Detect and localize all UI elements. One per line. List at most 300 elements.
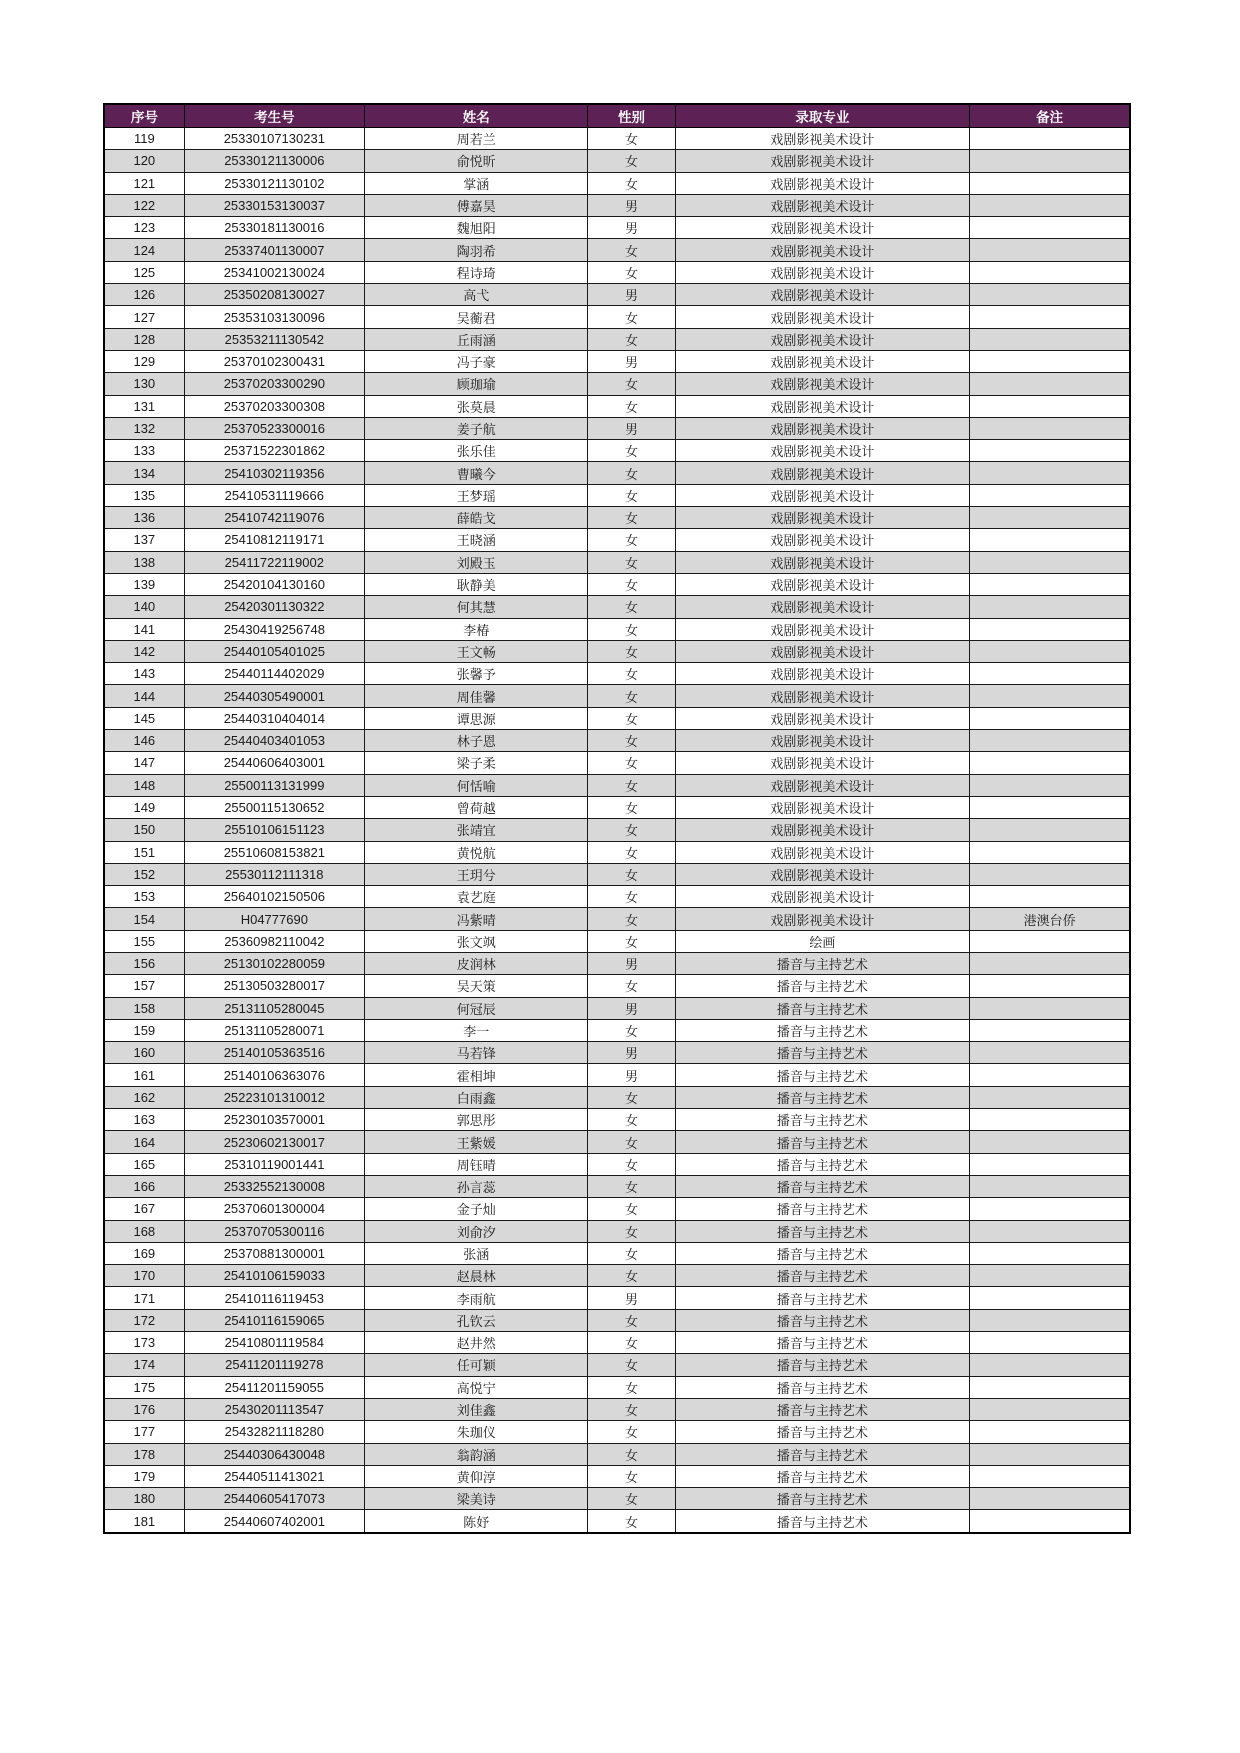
cell-seq: 145 bbox=[104, 707, 184, 729]
cell-name: 皮润林 bbox=[365, 952, 588, 974]
cell-candidate-no: 25440306430048 bbox=[184, 1443, 364, 1465]
cell-major: 戏剧影视美术设计 bbox=[675, 796, 970, 818]
header-candidate-no: 考生号 bbox=[184, 104, 364, 128]
cell-major: 播音与主持艺术 bbox=[675, 1510, 970, 1533]
table-row bbox=[104, 1019, 1130, 1041]
cell-major: 播音与主持艺术 bbox=[675, 1354, 970, 1376]
table-row bbox=[104, 997, 1130, 1019]
cell-name: 郭思彤 bbox=[365, 1109, 588, 1131]
cell-gender: 女 bbox=[588, 1242, 675, 1264]
table-row bbox=[104, 239, 1130, 261]
cell-candidate-no: 25410801119584 bbox=[184, 1332, 364, 1354]
cell-seq: 181 bbox=[104, 1510, 184, 1533]
cell-name: 张馨予 bbox=[365, 663, 588, 685]
cell-seq: 137 bbox=[104, 529, 184, 551]
cell-name: 赵晨林 bbox=[365, 1265, 588, 1287]
cell-major: 戏剧影视美术设计 bbox=[675, 239, 970, 261]
cell-note bbox=[970, 819, 1130, 841]
cell-major: 戏剧影视美术设计 bbox=[675, 618, 970, 640]
cell-note bbox=[970, 1153, 1130, 1175]
cell-seq: 156 bbox=[104, 952, 184, 974]
cell-candidate-no: 25230103570001 bbox=[184, 1109, 364, 1131]
cell-seq: 147 bbox=[104, 752, 184, 774]
cell-gender: 女 bbox=[588, 1086, 675, 1108]
cell-note bbox=[970, 551, 1130, 573]
cell-candidate-no: 25530112111318 bbox=[184, 863, 364, 885]
cell-major: 戏剧影视美术设计 bbox=[675, 551, 970, 573]
cell-name: 顾珈瑜 bbox=[365, 373, 588, 395]
cell-major: 戏剧影视美术设计 bbox=[675, 573, 970, 595]
cell-seq: 149 bbox=[104, 796, 184, 818]
table-row bbox=[104, 618, 1130, 640]
cell-gender: 男 bbox=[588, 350, 675, 372]
cell-candidate-no: 25440606403001 bbox=[184, 752, 364, 774]
table-row bbox=[104, 685, 1130, 707]
table-row bbox=[104, 440, 1130, 462]
cell-seq: 133 bbox=[104, 440, 184, 462]
cell-gender: 女 bbox=[588, 261, 675, 283]
cell-name: 陈妤 bbox=[365, 1510, 588, 1533]
table-row bbox=[104, 150, 1130, 172]
cell-name: 王紫媛 bbox=[365, 1131, 588, 1153]
cell-candidate-no: 25411722119002 bbox=[184, 551, 364, 573]
cell-note bbox=[970, 997, 1130, 1019]
cell-gender: 女 bbox=[588, 1175, 675, 1197]
cell-major: 戏剧影视美术设计 bbox=[675, 685, 970, 707]
cell-name: 高弋 bbox=[365, 284, 588, 306]
cell-note bbox=[970, 1510, 1130, 1533]
table-row bbox=[104, 1465, 1130, 1487]
cell-note bbox=[970, 128, 1130, 150]
cell-note bbox=[970, 507, 1130, 529]
cell-gender: 女 bbox=[588, 1332, 675, 1354]
table-body bbox=[104, 128, 1130, 1533]
cell-seq: 129 bbox=[104, 350, 184, 372]
cell-gender: 女 bbox=[588, 484, 675, 506]
table-row bbox=[104, 194, 1130, 216]
cell-candidate-no: 25510106151123 bbox=[184, 819, 364, 841]
admission-list-sheet bbox=[103, 103, 1131, 1534]
cell-gender: 女 bbox=[588, 1443, 675, 1465]
cell-name: 张文飒 bbox=[365, 930, 588, 952]
cell-candidate-no: 25410116159065 bbox=[184, 1309, 364, 1331]
cell-major: 播音与主持艺术 bbox=[675, 1131, 970, 1153]
cell-gender: 女 bbox=[588, 150, 675, 172]
table-row bbox=[104, 1354, 1130, 1376]
cell-candidate-no: 25370881300001 bbox=[184, 1242, 364, 1264]
table-row bbox=[104, 306, 1130, 328]
cell-seq: 163 bbox=[104, 1109, 184, 1131]
cell-candidate-no: 25130503280017 bbox=[184, 975, 364, 997]
cell-gender: 女 bbox=[588, 1398, 675, 1420]
cell-seq: 143 bbox=[104, 663, 184, 685]
cell-major: 戏剧影视美术设计 bbox=[675, 484, 970, 506]
cell-candidate-no: 25370203300290 bbox=[184, 373, 364, 395]
table-row bbox=[104, 640, 1130, 662]
table-row bbox=[104, 1488, 1130, 1510]
cell-candidate-no: 25140106363076 bbox=[184, 1064, 364, 1086]
cell-gender: 女 bbox=[588, 551, 675, 573]
cell-gender: 男 bbox=[588, 417, 675, 439]
cell-note bbox=[970, 1443, 1130, 1465]
cell-gender: 女 bbox=[588, 774, 675, 796]
cell-gender: 女 bbox=[588, 507, 675, 529]
cell-seq: 120 bbox=[104, 150, 184, 172]
cell-seq: 172 bbox=[104, 1309, 184, 1331]
cell-seq: 161 bbox=[104, 1064, 184, 1086]
table-row bbox=[104, 484, 1130, 506]
table-row bbox=[104, 1398, 1130, 1420]
cell-name: 曾荷越 bbox=[365, 796, 588, 818]
table-row bbox=[104, 596, 1130, 618]
cell-seq: 160 bbox=[104, 1042, 184, 1064]
cell-gender: 女 bbox=[588, 930, 675, 952]
cell-major: 戏剧影视美术设计 bbox=[675, 596, 970, 618]
table-row bbox=[104, 507, 1130, 529]
table-row bbox=[104, 1064, 1130, 1086]
cell-note bbox=[970, 1421, 1130, 1443]
cell-gender: 女 bbox=[588, 1465, 675, 1487]
table-row bbox=[104, 373, 1130, 395]
table-row bbox=[104, 328, 1130, 350]
cell-candidate-no: 25223101310012 bbox=[184, 1086, 364, 1108]
cell-major: 戏剧影视美术设计 bbox=[675, 819, 970, 841]
cell-major: 播音与主持艺术 bbox=[675, 1265, 970, 1287]
cell-note bbox=[970, 1242, 1130, 1264]
cell-gender: 女 bbox=[588, 819, 675, 841]
cell-major: 戏剧影视美术设计 bbox=[675, 328, 970, 350]
cell-candidate-no: 25140105363516 bbox=[184, 1042, 364, 1064]
cell-major: 戏剧影视美术设计 bbox=[675, 730, 970, 752]
cell-gender: 女 bbox=[588, 1488, 675, 1510]
cell-candidate-no: 25510608153821 bbox=[184, 841, 364, 863]
cell-gender: 女 bbox=[588, 596, 675, 618]
cell-name: 姜子航 bbox=[365, 417, 588, 439]
cell-candidate-no: 25371522301862 bbox=[184, 440, 364, 462]
cell-major: 播音与主持艺术 bbox=[675, 1042, 970, 1064]
table-row bbox=[104, 1332, 1130, 1354]
cell-seq: 153 bbox=[104, 886, 184, 908]
cell-note bbox=[970, 1465, 1130, 1487]
cell-gender: 女 bbox=[588, 707, 675, 729]
cell-note bbox=[970, 1354, 1130, 1376]
cell-seq: 159 bbox=[104, 1019, 184, 1041]
cell-major: 戏剧影视美术设计 bbox=[675, 507, 970, 529]
cell-name: 程诗琦 bbox=[365, 261, 588, 283]
cell-name: 李一 bbox=[365, 1019, 588, 1041]
cell-gender: 女 bbox=[588, 1265, 675, 1287]
cell-note bbox=[970, 239, 1130, 261]
cell-gender: 女 bbox=[588, 1376, 675, 1398]
cell-major: 播音与主持艺术 bbox=[675, 1421, 970, 1443]
cell-seq: 179 bbox=[104, 1465, 184, 1487]
cell-name: 何冠辰 bbox=[365, 997, 588, 1019]
cell-major: 播音与主持艺术 bbox=[675, 1175, 970, 1197]
cell-major: 戏剧影视美术设计 bbox=[675, 194, 970, 216]
cell-name: 王梦瑶 bbox=[365, 484, 588, 506]
cell-major: 播音与主持艺术 bbox=[675, 952, 970, 974]
cell-note bbox=[970, 1220, 1130, 1242]
cell-seq: 176 bbox=[104, 1398, 184, 1420]
cell-gender: 女 bbox=[588, 975, 675, 997]
cell-seq: 134 bbox=[104, 462, 184, 484]
table-row bbox=[104, 1242, 1130, 1264]
cell-note bbox=[970, 1109, 1130, 1131]
table-row bbox=[104, 284, 1130, 306]
cell-major: 播音与主持艺术 bbox=[675, 1109, 970, 1131]
cell-seq: 162 bbox=[104, 1086, 184, 1108]
cell-major: 戏剧影视美术设计 bbox=[675, 863, 970, 885]
cell-note bbox=[970, 618, 1130, 640]
cell-note bbox=[970, 172, 1130, 194]
cell-candidate-no: 25410812119171 bbox=[184, 529, 364, 551]
cell-candidate-no: 25310119001441 bbox=[184, 1153, 364, 1175]
cell-seq: 150 bbox=[104, 819, 184, 841]
cell-candidate-no: 25337401130007 bbox=[184, 239, 364, 261]
cell-name: 掌涵 bbox=[365, 172, 588, 194]
cell-note bbox=[970, 863, 1130, 885]
table-row bbox=[104, 886, 1130, 908]
table-row bbox=[104, 417, 1130, 439]
cell-seq: 124 bbox=[104, 239, 184, 261]
cell-candidate-no: 25230602130017 bbox=[184, 1131, 364, 1153]
cell-seq: 132 bbox=[104, 417, 184, 439]
table-row bbox=[104, 752, 1130, 774]
cell-gender: 女 bbox=[588, 908, 675, 930]
cell-seq: 170 bbox=[104, 1265, 184, 1287]
cell-major: 戏剧影视美术设计 bbox=[675, 440, 970, 462]
table-row bbox=[104, 1510, 1130, 1533]
cell-note bbox=[970, 730, 1130, 752]
cell-gender: 女 bbox=[588, 462, 675, 484]
cell-seq: 174 bbox=[104, 1354, 184, 1376]
cell-name: 陶羽希 bbox=[365, 239, 588, 261]
cell-note bbox=[970, 752, 1130, 774]
cell-note bbox=[970, 886, 1130, 908]
cell-candidate-no: 25432821118280 bbox=[184, 1421, 364, 1443]
cell-candidate-no: 25330121130102 bbox=[184, 172, 364, 194]
table-row bbox=[104, 707, 1130, 729]
cell-seq: 121 bbox=[104, 172, 184, 194]
cell-name: 张靖宜 bbox=[365, 819, 588, 841]
cell-candidate-no: 25353211130542 bbox=[184, 328, 364, 350]
cell-seq: 167 bbox=[104, 1198, 184, 1220]
table-row bbox=[104, 462, 1130, 484]
cell-gender: 女 bbox=[588, 1421, 675, 1443]
cell-name: 刘殿玉 bbox=[365, 551, 588, 573]
cell-note bbox=[970, 261, 1130, 283]
cell-note bbox=[970, 774, 1130, 796]
cell-note bbox=[970, 975, 1130, 997]
cell-seq: 144 bbox=[104, 685, 184, 707]
cell-gender: 女 bbox=[588, 685, 675, 707]
cell-candidate-no: 25131105280045 bbox=[184, 997, 364, 1019]
cell-major: 戏剧影视美术设计 bbox=[675, 529, 970, 551]
cell-note bbox=[970, 440, 1130, 462]
cell-note bbox=[970, 1019, 1130, 1041]
table-row bbox=[104, 1131, 1130, 1153]
cell-major: 戏剧影视美术设计 bbox=[675, 752, 970, 774]
cell-name: 任可颖 bbox=[365, 1354, 588, 1376]
cell-major: 播音与主持艺术 bbox=[675, 1064, 970, 1086]
cell-name: 王玥兮 bbox=[365, 863, 588, 885]
cell-gender: 女 bbox=[588, 172, 675, 194]
table-row bbox=[104, 529, 1130, 551]
cell-gender: 男 bbox=[588, 1287, 675, 1309]
table-row bbox=[104, 841, 1130, 863]
cell-candidate-no: 25440607402001 bbox=[184, 1510, 364, 1533]
cell-candidate-no: 25500113131999 bbox=[184, 774, 364, 796]
cell-name: 俞悦昕 bbox=[365, 150, 588, 172]
cell-gender: 女 bbox=[588, 1354, 675, 1376]
cell-name: 刘佳鑫 bbox=[365, 1398, 588, 1420]
cell-seq: 146 bbox=[104, 730, 184, 752]
cell-name: 白雨鑫 bbox=[365, 1086, 588, 1108]
cell-note bbox=[970, 1287, 1130, 1309]
cell-seq: 173 bbox=[104, 1332, 184, 1354]
table-row bbox=[104, 930, 1130, 952]
cell-candidate-no: 25440403401053 bbox=[184, 730, 364, 752]
cell-note bbox=[970, 1086, 1130, 1108]
cell-gender: 男 bbox=[588, 217, 675, 239]
cell-note bbox=[970, 1131, 1130, 1153]
cell-candidate-no: 25411201119278 bbox=[184, 1354, 364, 1376]
cell-gender: 男 bbox=[588, 997, 675, 1019]
cell-note bbox=[970, 1198, 1130, 1220]
cell-seq: 123 bbox=[104, 217, 184, 239]
cell-note bbox=[970, 685, 1130, 707]
cell-gender: 女 bbox=[588, 128, 675, 150]
cell-candidate-no: 25420104130160 bbox=[184, 573, 364, 595]
cell-seq: 154 bbox=[104, 908, 184, 930]
cell-note bbox=[970, 529, 1130, 551]
cell-major: 戏剧影视美术设计 bbox=[675, 217, 970, 239]
header-name: 姓名 bbox=[365, 104, 588, 128]
table-row bbox=[104, 774, 1130, 796]
table-row bbox=[104, 1265, 1130, 1287]
cell-major: 戏剧影视美术设计 bbox=[675, 150, 970, 172]
cell-gender: 男 bbox=[588, 952, 675, 974]
cell-seq: 157 bbox=[104, 975, 184, 997]
cell-note bbox=[970, 150, 1130, 172]
cell-gender: 女 bbox=[588, 440, 675, 462]
table-row bbox=[104, 1421, 1130, 1443]
cell-candidate-no: 25370203300308 bbox=[184, 395, 364, 417]
cell-gender: 女 bbox=[588, 1153, 675, 1175]
cell-name: 冯紫晴 bbox=[365, 908, 588, 930]
cell-gender: 女 bbox=[588, 328, 675, 350]
cell-name: 王文畅 bbox=[365, 640, 588, 662]
cell-seq: 138 bbox=[104, 551, 184, 573]
cell-major: 播音与主持艺术 bbox=[675, 1465, 970, 1487]
cell-candidate-no: 25440605417073 bbox=[184, 1488, 364, 1510]
cell-gender: 女 bbox=[588, 618, 675, 640]
cell-gender: 男 bbox=[588, 194, 675, 216]
cell-gender: 女 bbox=[588, 1309, 675, 1331]
cell-gender: 女 bbox=[588, 239, 675, 261]
cell-gender: 女 bbox=[588, 306, 675, 328]
cell-name: 周佳馨 bbox=[365, 685, 588, 707]
cell-major: 播音与主持艺术 bbox=[675, 1086, 970, 1108]
cell-gender: 女 bbox=[588, 863, 675, 885]
cell-candidate-no: 25430419256748 bbox=[184, 618, 364, 640]
cell-gender: 女 bbox=[588, 640, 675, 662]
table-row bbox=[104, 551, 1130, 573]
cell-major: 播音与主持艺术 bbox=[675, 1443, 970, 1465]
cell-major: 播音与主持艺术 bbox=[675, 1332, 970, 1354]
cell-major: 播音与主持艺术 bbox=[675, 1376, 970, 1398]
cell-candidate-no: 25370705300116 bbox=[184, 1220, 364, 1242]
cell-major: 播音与主持艺术 bbox=[675, 975, 970, 997]
cell-name: 吴天策 bbox=[365, 975, 588, 997]
cell-candidate-no: H04777690 bbox=[184, 908, 364, 930]
cell-seq: 141 bbox=[104, 618, 184, 640]
cell-major: 播音与主持艺术 bbox=[675, 1398, 970, 1420]
cell-name: 冯子豪 bbox=[365, 350, 588, 372]
cell-seq: 178 bbox=[104, 1443, 184, 1465]
cell-name: 薛皓戈 bbox=[365, 507, 588, 529]
cell-note bbox=[970, 395, 1130, 417]
cell-major: 戏剧影视美术设计 bbox=[675, 462, 970, 484]
cell-major: 戏剧影视美术设计 bbox=[675, 640, 970, 662]
cell-candidate-no: 25440310404014 bbox=[184, 707, 364, 729]
cell-major: 戏剧影视美术设计 bbox=[675, 284, 970, 306]
table-row bbox=[104, 908, 1130, 930]
cell-note bbox=[970, 350, 1130, 372]
cell-name: 傅嘉昊 bbox=[365, 194, 588, 216]
cell-gender: 男 bbox=[588, 1042, 675, 1064]
cell-candidate-no: 25411201159055 bbox=[184, 1376, 364, 1398]
cell-candidate-no: 25440105401025 bbox=[184, 640, 364, 662]
cell-note bbox=[970, 417, 1130, 439]
table-row bbox=[104, 663, 1130, 685]
table-row bbox=[104, 573, 1130, 595]
cell-seq: 166 bbox=[104, 1175, 184, 1197]
cell-major: 播音与主持艺术 bbox=[675, 1153, 970, 1175]
cell-seq: 152 bbox=[104, 863, 184, 885]
cell-name: 谭思源 bbox=[365, 707, 588, 729]
cell-major: 戏剧影视美术设计 bbox=[675, 841, 970, 863]
cell-name: 张莫晨 bbox=[365, 395, 588, 417]
cell-major: 播音与主持艺术 bbox=[675, 1220, 970, 1242]
table-row bbox=[104, 395, 1130, 417]
cell-note bbox=[970, 217, 1130, 239]
cell-major: 戏剧影视美术设计 bbox=[675, 128, 970, 150]
table-row bbox=[104, 350, 1130, 372]
cell-candidate-no: 25640102150506 bbox=[184, 886, 364, 908]
cell-major: 播音与主持艺术 bbox=[675, 997, 970, 1019]
cell-seq: 158 bbox=[104, 997, 184, 1019]
cell-name: 黄仰淳 bbox=[365, 1465, 588, 1487]
cell-major: 戏剧影视美术设计 bbox=[675, 395, 970, 417]
cell-candidate-no: 25420301130322 bbox=[184, 596, 364, 618]
cell-major: 戏剧影视美术设计 bbox=[675, 350, 970, 372]
cell-seq: 128 bbox=[104, 328, 184, 350]
cell-note bbox=[970, 640, 1130, 662]
cell-name: 梁子柔 bbox=[365, 752, 588, 774]
cell-gender: 女 bbox=[588, 395, 675, 417]
cell-candidate-no: 25500115130652 bbox=[184, 796, 364, 818]
cell-major: 播音与主持艺术 bbox=[675, 1488, 970, 1510]
cell-name: 黄悦航 bbox=[365, 841, 588, 863]
cell-note bbox=[970, 328, 1130, 350]
cell-name: 吴蘅君 bbox=[365, 306, 588, 328]
cell-candidate-no: 25410531119666 bbox=[184, 484, 364, 506]
cell-seq: 168 bbox=[104, 1220, 184, 1242]
cell-seq: 140 bbox=[104, 596, 184, 618]
cell-seq: 126 bbox=[104, 284, 184, 306]
cell-name: 魏旭阳 bbox=[365, 217, 588, 239]
